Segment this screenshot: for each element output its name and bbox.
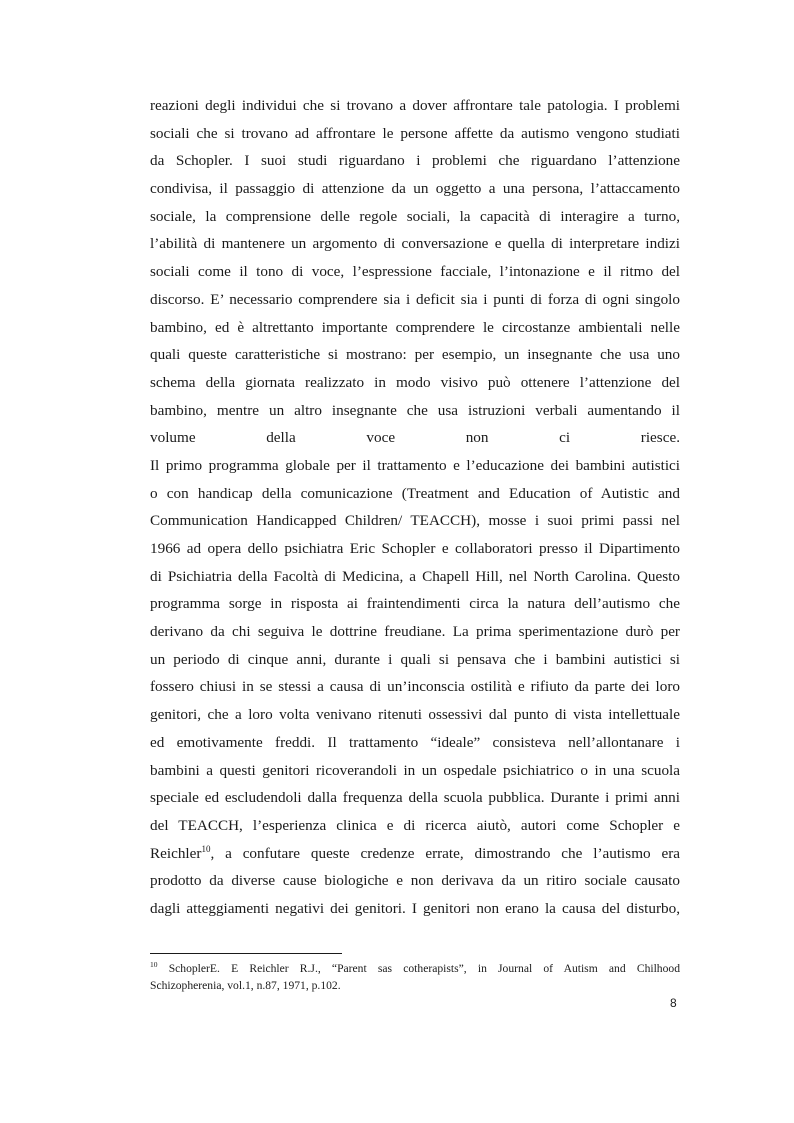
body-line: fossero chiusi in se stessi a causa di un’inconscia ostilità e rifiuto da parte dei loro <box>150 678 680 696</box>
body-line: bambini a questi genitori ricoverandoli in un ospedale psichiatrico o in una scuola <box>150 761 680 779</box>
body-line-reichler <box>150 840 680 868</box>
footnote-text: SchoplerE. E Reichler R.J., “Parent sas cotherapists”, in Journal of Autism and Chilhood <box>157 962 680 975</box>
body-line: Il primo programma globale per il trattamento e l’educazione dei bambini autistici <box>150 456 680 474</box>
reichler-rest: , a confutare queste credenze errate, dimostrando che l’autismo era <box>210 844 680 862</box>
body-line: speciale ed escludendoli dalla frequenza della scuola pubblica. Durante i primi anni <box>150 789 680 807</box>
reichler-name: Reichler <box>150 844 202 862</box>
body-line: o con handicap della comunicazione (Treatment and Education of Autistic and <box>150 484 680 502</box>
footnote-separator <box>150 953 342 954</box>
body-line: sociali che si trovano ad affrontare le persone affette da autismo vengono studiati <box>150 124 680 142</box>
body-line: dagli atteggiamenti negativi dei genitori. I genitori non erano la causa del disturbo, <box>150 899 680 917</box>
body-text <box>150 92 680 923</box>
footnote-line: Schizopherenia, vol.1, n.87, 1971, p.102. <box>150 979 341 992</box>
body-line: bambino, mentre un altro insegnante che usa istruzioni verbali aumentando il <box>150 401 680 419</box>
body-line: derivano da chi seguiva le dottrine freudiane. La prima sperimentazione durò per <box>150 623 680 641</box>
body-line: programma sorge in risposta ai fraintendimenti circa la natura dell’autismo che <box>150 595 680 613</box>
body-line: sociali come il tono di voce, l’espressione facciale, l’intonazione e il ritmo del <box>150 263 680 281</box>
body-line: sociale, la comprensione delle regole sociali, la capacità di interagire a turno, <box>150 207 680 225</box>
body-line: del TEACCH, l’esperienza clinica e di ricerca aiutò, autori come Schopler e <box>150 816 680 834</box>
body-line: prodotto da diverse cause biologiche e non derivava da un ritiro sociale causato <box>150 872 680 890</box>
footnote-line <box>150 960 680 977</box>
body-line: genitori, che a loro volta venivano ritenuti ossessivi dal punto di vista intellettuale <box>150 706 680 724</box>
footnote-number: 10 <box>150 960 158 970</box>
body-line: discorso. E’ necessario comprendere sia i deficit sia i punti di forza di ogni singolo <box>150 290 680 308</box>
body-line: condivisa, il passaggio di attenzione da un oggetto a una persona, l’attaccamento <box>150 180 680 198</box>
body-line: reazioni degli individui che si trovano a dover affrontare tale patologia. I problemi <box>150 97 680 114</box>
body-line: Communication Handicapped Children/ TEACCH), mosse i suoi primi passi nel <box>150 512 680 530</box>
body-line: ed emotivamente freddi. Il trattamento “ideale” consisteva nell’allontanare i <box>150 733 680 751</box>
body-line: volume della voce non ci riesce. <box>150 429 680 447</box>
body-line: di Psichiatria della Facoltà di Medicina, a Chapell Hill, nel North Carolina. Questo <box>150 567 680 585</box>
body-line: da Schopler. I suoi studi riguardano i problemi che riguardano l’attenzione <box>150 152 680 170</box>
body-line: bambino, ed è altrettanto importante comprendere le circostanze ambientali nelle <box>150 318 680 336</box>
footnote <box>150 960 680 994</box>
body-line: un periodo di cinque anni, durante i quali si pensava che i bambini autistici si <box>150 650 680 668</box>
body-line: quali queste caratteristiche si mostrano: per esempio, un insegnante che usa uno <box>150 346 680 364</box>
body-line: schema della giornata realizzato in modo visivo può ottenere l’attenzione del <box>150 373 680 391</box>
footnote-reference[interactable]: 10 <box>201 843 211 854</box>
body-line: l’abilità di mantenere un argomento di conversazione e quella di interpretare indizi <box>150 235 680 253</box>
body-line: 1966 ad opera dello psichiatra Eric Schopler e collaboratori presso il Dipartimento <box>150 540 680 557</box>
page-number: 8 <box>670 996 677 1010</box>
